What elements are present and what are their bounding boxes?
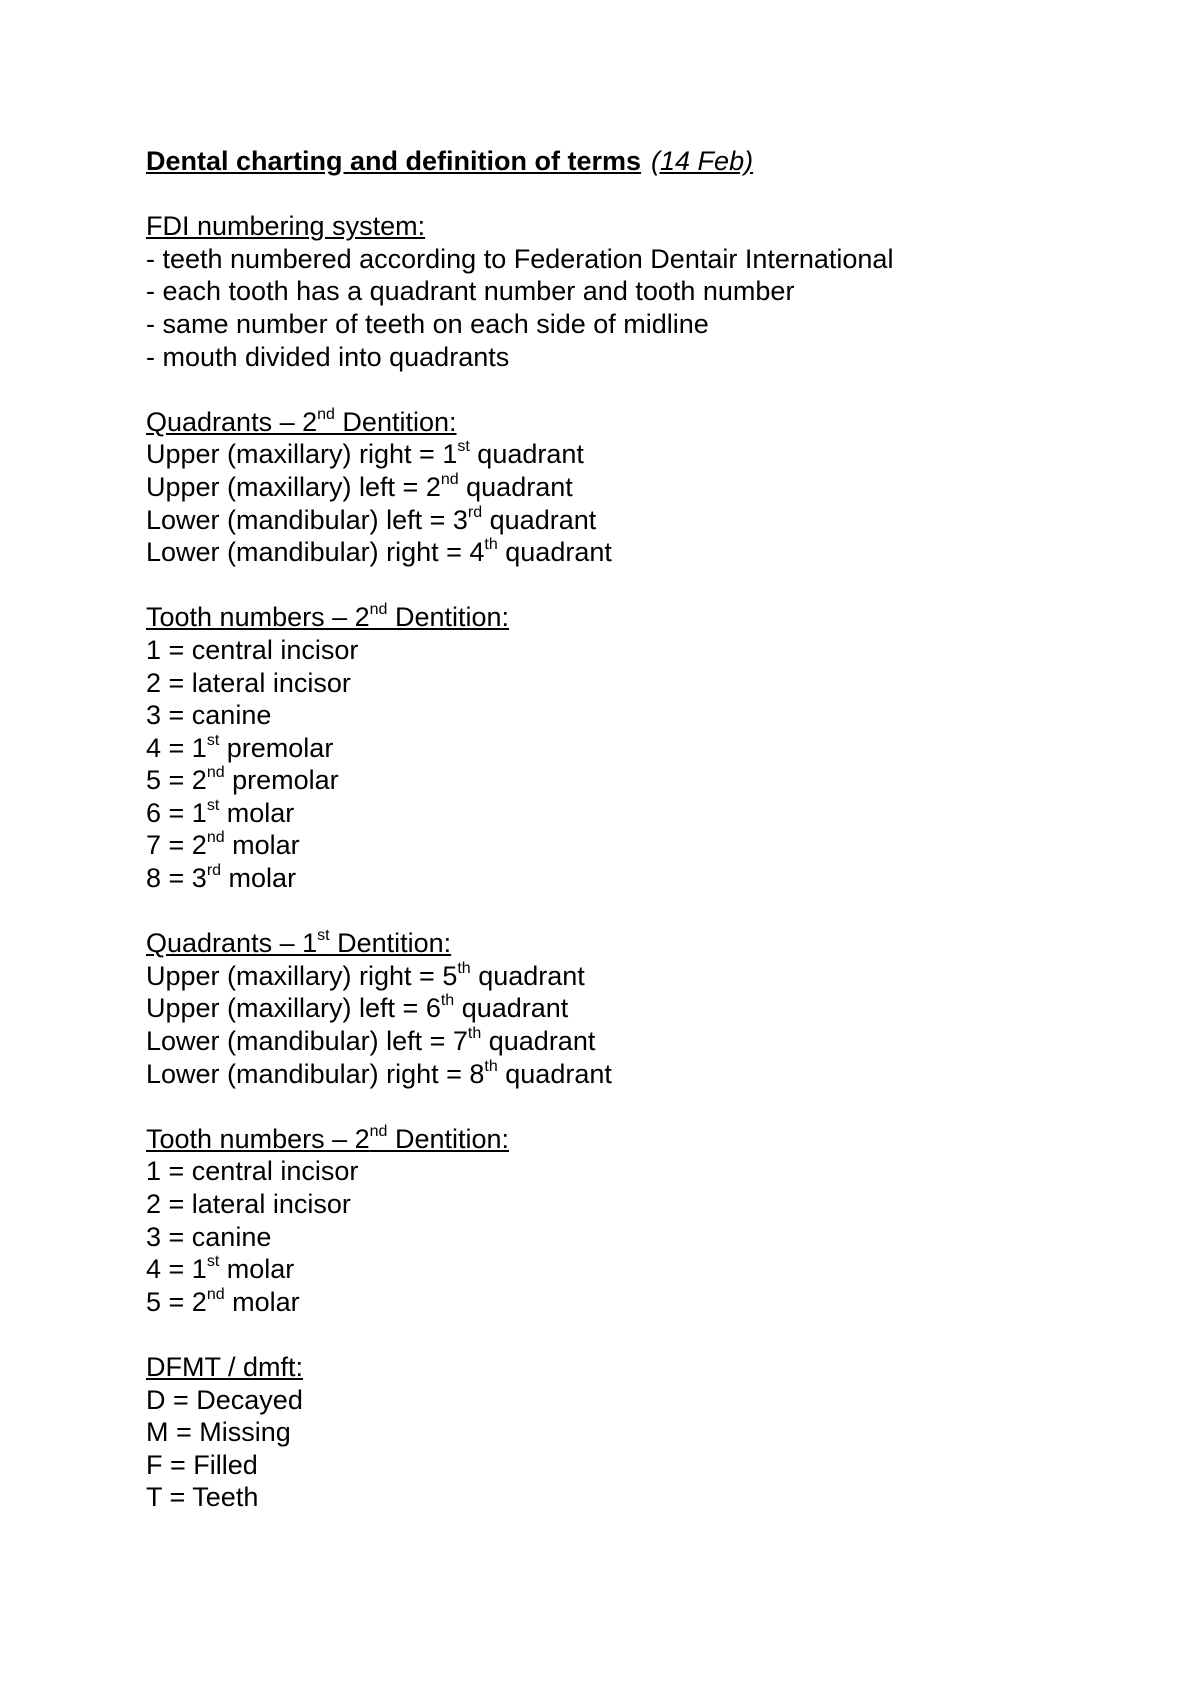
- section-heading-tooth-numbers-primary: [146, 1123, 1146, 1156]
- item-text: 1 = central incisor: [146, 634, 359, 665]
- item-text: 2 = lateral incisor: [146, 667, 351, 698]
- item-text: 2 = lateral incisor: [146, 1189, 351, 1219]
- item-text: Lower (mandibular) right = 8: [146, 1058, 485, 1089]
- item-text: 3 = canine: [146, 1221, 272, 1252]
- heading-text: Dentition:: [387, 602, 510, 633]
- list-item: [146, 438, 1146, 471]
- item-sup: th: [457, 959, 471, 977]
- item-text: 1 = central incisor: [146, 1156, 359, 1187]
- item-text: Upper (maxillary) left = 6: [146, 993, 441, 1024]
- item-text: molar: [224, 1286, 300, 1317]
- item-text: quadrant: [482, 504, 597, 535]
- spacer: [146, 569, 1146, 602]
- item-sup: th: [467, 1025, 482, 1043]
- list-item: - teeth numbered according to Federation Dentair International: [146, 243, 894, 274]
- document-page: [146, 145, 1146, 1514]
- item-text: 7 = 2: [146, 830, 207, 861]
- item-text: 4 = 1: [146, 1254, 207, 1285]
- list-item: - each tooth has a quadrant number and tooth number: [146, 276, 795, 307]
- item-sup: rd: [206, 862, 222, 880]
- item-text: quadrant: [454, 993, 569, 1024]
- spacer: [146, 1318, 1146, 1351]
- item-sup: st: [206, 1253, 220, 1271]
- list-item: [146, 1286, 1146, 1319]
- list-item: [146, 1221, 1146, 1254]
- item-text: 5 = 2: [146, 765, 207, 796]
- heading-text: Dentition:: [329, 928, 452, 959]
- item-text: premolar: [219, 732, 334, 763]
- item-sup: th: [484, 536, 498, 554]
- spacer: [146, 1090, 1146, 1123]
- list-item: [146, 797, 1146, 830]
- item-sup: st: [457, 438, 470, 456]
- list-item: [146, 536, 1146, 569]
- list-item: F = Filled: [146, 1449, 258, 1480]
- item-text: 5 = 2: [146, 1286, 207, 1317]
- title-date: (14 Feb): [651, 146, 754, 176]
- list-item: T = Teeth: [146, 1482, 259, 1513]
- list-item: [146, 471, 1146, 504]
- document-title: [146, 145, 1146, 178]
- list-item: [146, 829, 1146, 862]
- item-text: 3 = canine: [146, 700, 272, 731]
- heading-sup: nd: [317, 405, 335, 423]
- item-text: Lower (mandibular) left = 3: [146, 504, 468, 535]
- item-text: molar: [219, 1254, 295, 1285]
- section-heading-quadrants-2nd: [146, 406, 1146, 439]
- item-sup: th: [440, 992, 455, 1010]
- item-sup: nd: [206, 829, 225, 847]
- item-sup: nd: [206, 1285, 225, 1303]
- item-text: quadrant: [481, 1026, 596, 1057]
- item-sup: st: [206, 731, 220, 749]
- list-item: D = Decayed: [146, 1384, 303, 1415]
- item-text: premolar: [224, 765, 339, 796]
- item-sup: nd: [440, 470, 459, 488]
- heading-sup: st: [317, 927, 330, 945]
- heading-text: Tooth numbers – 2: [146, 1123, 370, 1154]
- heading-text: Quadrants – 2: [146, 406, 318, 437]
- list-item: [146, 732, 1146, 765]
- title-text: Dental charting and definition of terms: [146, 146, 642, 176]
- section-heading-dfmt: DFMT / dmft:: [146, 1351, 304, 1382]
- item-text: quadrant: [497, 1058, 612, 1089]
- spacer: [146, 178, 1146, 211]
- heading-text: Tooth numbers – 2: [146, 602, 370, 633]
- item-sup: st: [206, 796, 220, 814]
- item-sup: nd: [206, 764, 225, 782]
- heading-text: Quadrants – 1: [146, 928, 318, 959]
- list-item: [146, 634, 1146, 667]
- list-item: [146, 764, 1146, 797]
- heading-sup: nd: [369, 601, 388, 619]
- item-text: Upper (maxillary) right = 5: [146, 960, 458, 991]
- spacer: [146, 373, 1146, 406]
- list-item: [146, 992, 1146, 1025]
- item-text: Lower (mandibular) right = 4: [146, 537, 485, 568]
- section-heading-tooth-numbers-2nd: [146, 601, 1146, 634]
- item-text: molar: [219, 797, 295, 828]
- list-item: - mouth divided into quadrants: [146, 341, 510, 372]
- list-item: [146, 1025, 1146, 1058]
- item-text: quadrant: [469, 439, 584, 470]
- heading-sup: nd: [369, 1122, 388, 1140]
- item-text: molar: [221, 863, 297, 894]
- list-item: [146, 1155, 1146, 1188]
- item-text: quadrant: [470, 960, 585, 991]
- item-text: quadrant: [458, 471, 573, 502]
- item-text: 8 = 3: [146, 863, 207, 894]
- list-item: [146, 1058, 1146, 1091]
- list-item: [146, 1188, 1146, 1221]
- list-item: [146, 504, 1146, 537]
- spacer: [146, 895, 1146, 928]
- item-sup: th: [484, 1057, 498, 1075]
- item-text: quadrant: [497, 537, 612, 568]
- section-heading-fdi: FDI numbering system:: [146, 211, 426, 242]
- list-item: [146, 960, 1146, 993]
- list-item: [146, 1253, 1146, 1286]
- item-text: molar: [224, 830, 300, 861]
- item-text: Lower (mandibular) left = 7: [146, 1026, 468, 1057]
- list-item: - same number of teeth on each side of midline: [146, 308, 709, 339]
- item-text: Upper (maxillary) right = 1: [146, 439, 458, 470]
- item-text: Upper (maxillary) left = 2: [146, 471, 441, 502]
- heading-text: Dentition:: [334, 406, 457, 437]
- list-item: M = Missing: [146, 1417, 291, 1448]
- list-item: [146, 699, 1146, 732]
- section-heading-quadrants-1st: [146, 927, 1146, 960]
- list-item: [146, 667, 1146, 700]
- item-text: 4 = 1: [146, 732, 207, 763]
- item-sup: rd: [467, 503, 483, 521]
- item-text: 6 = 1: [146, 797, 207, 828]
- heading-text: Dentition:: [387, 1123, 510, 1154]
- list-item: [146, 862, 1146, 895]
